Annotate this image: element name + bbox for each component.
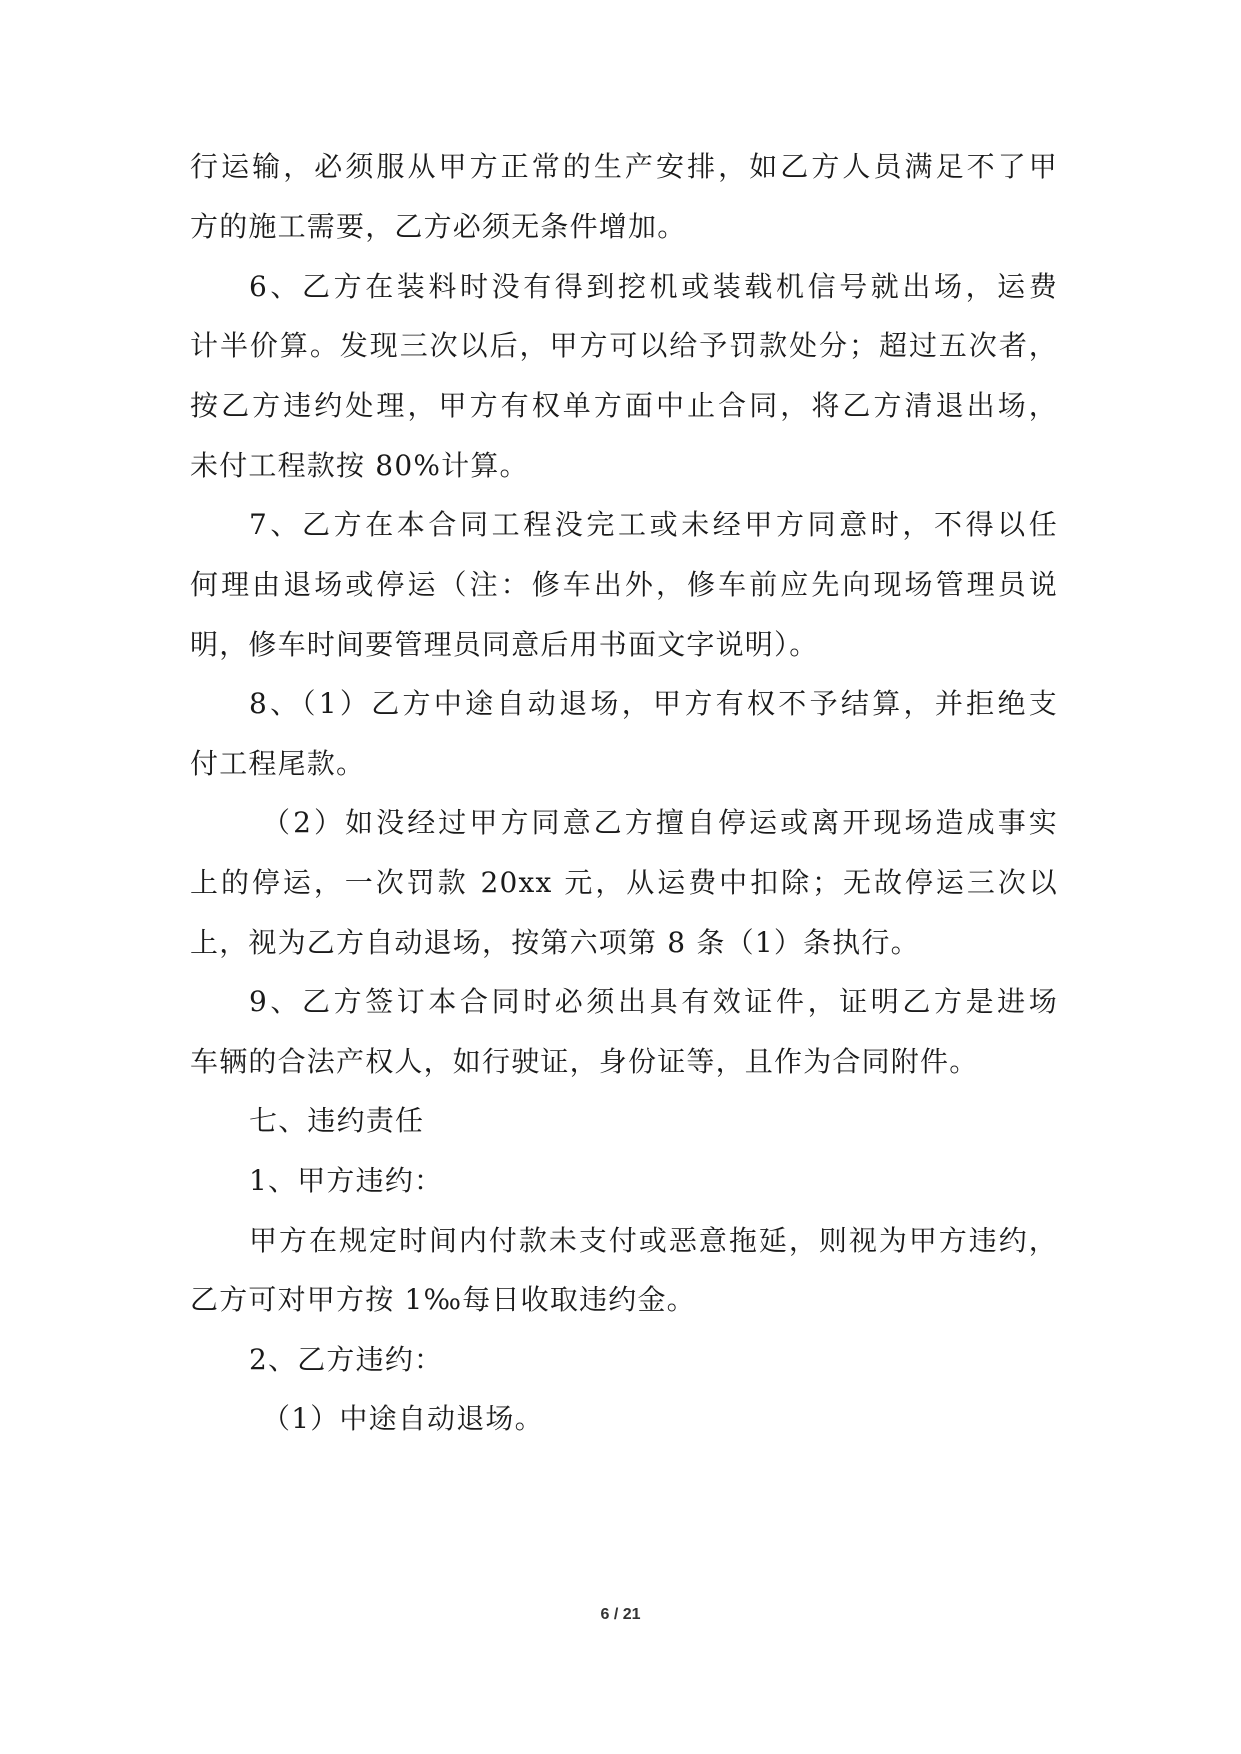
body-text-line: 车辆的合法产权人，如行驶证，身份证等，且作为合同附件。 bbox=[190, 1045, 979, 1078]
body-text-line: 何理由退场或停运（注：修车出外，修车前应先向现场管理员说 bbox=[190, 568, 1058, 601]
clause-6-line: 6、乙方在装料时没有得到挖机或装载机信号就出场，运费 bbox=[249, 270, 1058, 303]
body-text-line: 上，视为乙方自动退场，按第六项第 8 条（1）条执行。 bbox=[190, 926, 920, 959]
page-number: 6 / 21 bbox=[600, 1606, 641, 1623]
clause-7-line: 7、乙方在本合同工程没完工或未经甲方同意时，不得以任 bbox=[249, 508, 1058, 541]
body-text-line: 计半价算。发现三次以后，甲方可以给予罚款处分；超过五次者， bbox=[190, 329, 1058, 362]
body-text-line: 乙方可对甲方按 1‰每日收取违约金。 bbox=[190, 1283, 696, 1316]
body-text-line: 按乙方违约处理，甲方有权单方面中止合同，将乙方清退出场， bbox=[190, 389, 1058, 422]
body-text-line: 明，修车时间要管理员同意后用书面文字说明）。 bbox=[190, 628, 819, 661]
body-text-line: 未付工程款按 80%计算。 bbox=[190, 449, 529, 482]
clause-8-line: 8、（1）乙方中途自动退场，甲方有权不予结算，并拒绝支 bbox=[249, 687, 1058, 720]
clause-9-line: 9、乙方签订本合同时必须出具有效证件，证明乙方是进场 bbox=[249, 985, 1058, 1018]
body-text-line: （1）中途自动退场。 bbox=[262, 1402, 544, 1435]
body-text-line: 付工程尾款。 bbox=[190, 747, 366, 780]
subsection-heading: 1、甲方违约： bbox=[249, 1164, 444, 1197]
subsection-heading: 2、乙方违约： bbox=[249, 1343, 444, 1376]
clause-8-2-line: （2）如没经过甲方同意乙方擅自停运或离开现场造成事实 bbox=[262, 806, 1058, 839]
body-text-line: 甲方在规定时间内付款未支付或恶意拖延，则视为甲方违约， bbox=[249, 1224, 1058, 1257]
body-text-line: 上的停运，一次罚款 20xx 元，从运费中扣除；无故停运三次以 bbox=[190, 866, 1058, 899]
body-text-line: 方的施工需要，乙方必须无条件增加。 bbox=[190, 210, 687, 243]
body-text-line: 行运输，必须服从甲方正常的生产安排，如乙方人员满足不了甲 bbox=[190, 150, 1058, 183]
section-heading: 七、违约责任 bbox=[249, 1104, 425, 1137]
